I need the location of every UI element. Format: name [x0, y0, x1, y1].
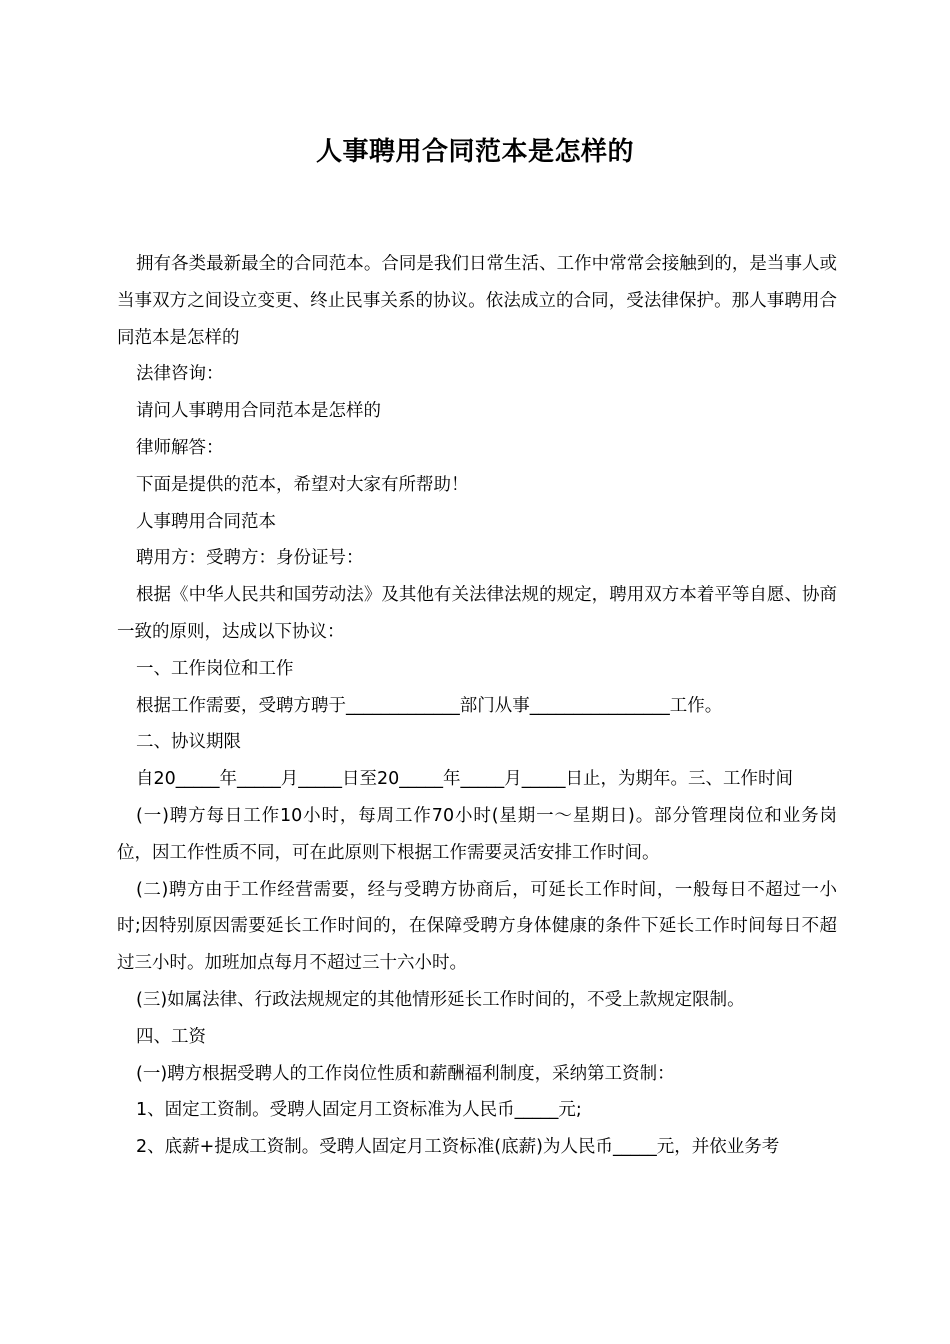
paragraph-salary-system: (一)聘方根据受聘人的工作岗位性质和薪酬福利制度，采纳第工资制：	[136, 1063, 675, 1084]
paragraph-base-commission: 2、底薪+提成工资制。受聘人固定月工资标准(底薪)为人民币_____元，并依业务考	[136, 1137, 780, 1158]
document-title: 人事聘用合同范本是怎样的	[315, 137, 634, 167]
section-heading-salary: 四、工资	[136, 1026, 206, 1047]
paragraph-hours-3: (三)如属法律、行政法规规定的其他情形延长工作时间的，不受上款规定限制。	[136, 989, 745, 1010]
section-heading-term: 二、协议期限	[136, 732, 241, 753]
paragraph-legal-consult: 法律咨询：	[136, 364, 224, 385]
paragraph-contract-heading: 人事聘用合同范本	[136, 511, 276, 532]
paragraph-term: 自20_____年_____月_____日至20_____年_____月_____日止，为期年。三、工作时间	[136, 769, 794, 790]
paragraph-hours-1: (一)聘方每日工作10小时，每周工作70小时(星期一～星期日)。部分管理岗位和业务岗位，因工作性质不同，可在此原则下根据工作需要灵活安排工作时间。	[117, 805, 837, 863]
paragraph-template-note: 下面是提供的范本，希望对大家有所帮助！	[136, 474, 469, 495]
paragraph-position: 根据工作需要，受聘方聘于_____________部门从事________________工作。	[136, 695, 723, 716]
paragraph-legal-basis: 根据《中华人民共和国劳动法》及其他有关法律法规的规定，聘用双方本着平等自愿、协商一致的原则，达成以下协议：	[117, 585, 837, 642]
paragraph-question: 请问人事聘用合同范本是怎样的	[136, 401, 381, 422]
paragraph-fixed-salary: 1、固定工资制。受聘人固定月工资标准为人民币_____元;	[136, 1100, 582, 1121]
document-body	[117, 246, 837, 1166]
paragraph-intro: 拥有各类最新最全的合同范本。合同是我们日常生活、工作中常常会接触到的，是当事人或当事双方之间设立变更、终止民事关系的协议。依法成立的合同，受法律保护。那人事聘用合同范本是怎样的	[117, 254, 837, 348]
section-heading-position: 一、工作岗位和工作	[136, 658, 294, 679]
paragraph-lawyer-answer: 律师解答：	[136, 437, 224, 458]
paragraph-hours-2: (二)聘方由于工作经营需要，经与受聘方协商后，可延长工作时间，一般每日不超过一小时;因特别原因需要延长工作时间的，在保障受聘方身体健康的条件下延长工作时间每日不超过三小时。加班加点每月不超过三十六小时。	[117, 879, 837, 974]
paragraph-parties: 聘用方：受聘方：身份证号：	[136, 548, 364, 569]
